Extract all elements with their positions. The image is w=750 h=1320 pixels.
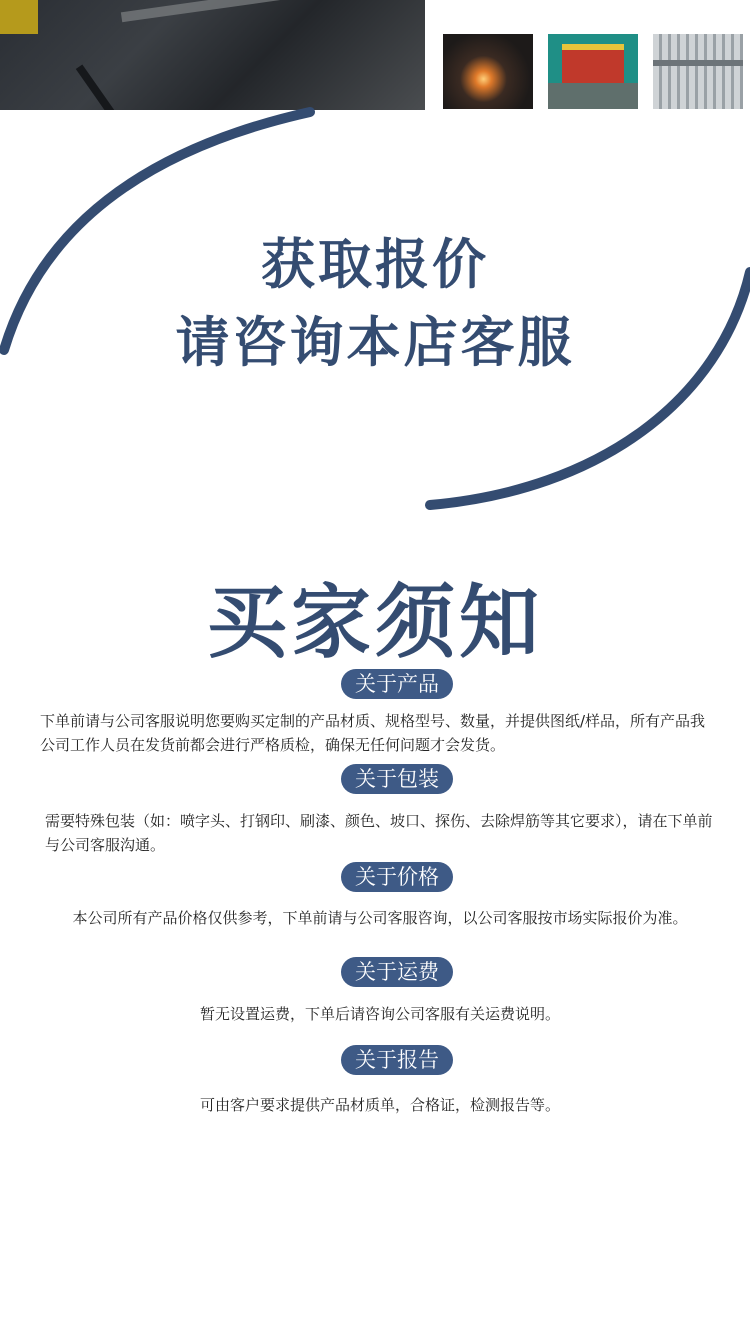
section-body-product: 下单前请与公司客服说明您要购买定制的产品材质、规格型号、数量，并提供图纸/样品，所有产品我公司工作人员在发货前都会进行严格质检，确保无任何问题才会发货。 (40, 712, 706, 754)
section-body-packaging: 需要特殊包装（如：喷字头、打钢印、刷漆、颜色、坡口、探伤、去除焊筋等其它要求），请在下单前与公司客服沟通。 (45, 812, 713, 854)
section-body-shipping: 暂无设置运费，下单后请咨询公司客服有关运费说明。 (199, 1005, 560, 1023)
section-heading-product: 关于产品 (341, 669, 453, 699)
section-body-price: 本公司所有产品价格仅供参考，下单前请与公司客服咨询，以公司客服按市场实际报价为准。 (72, 909, 688, 927)
section-heading-packaging: 关于包装 (341, 764, 453, 794)
section-heading-report: 关于报告 (341, 1045, 453, 1075)
section-body-report: 可由客户要求提供产品材质单，合格证，检测报告等。 (199, 1096, 560, 1114)
section-heading-price: 关于价格 (341, 862, 453, 892)
section-heading-shipping: 关于运费 (341, 957, 453, 987)
quote-headline-line1: 获取报价 (261, 233, 489, 296)
quote-headline-line2: 请咨询本店客服 (175, 311, 575, 374)
buyer-notice-title: 买家须知 (207, 576, 543, 669)
